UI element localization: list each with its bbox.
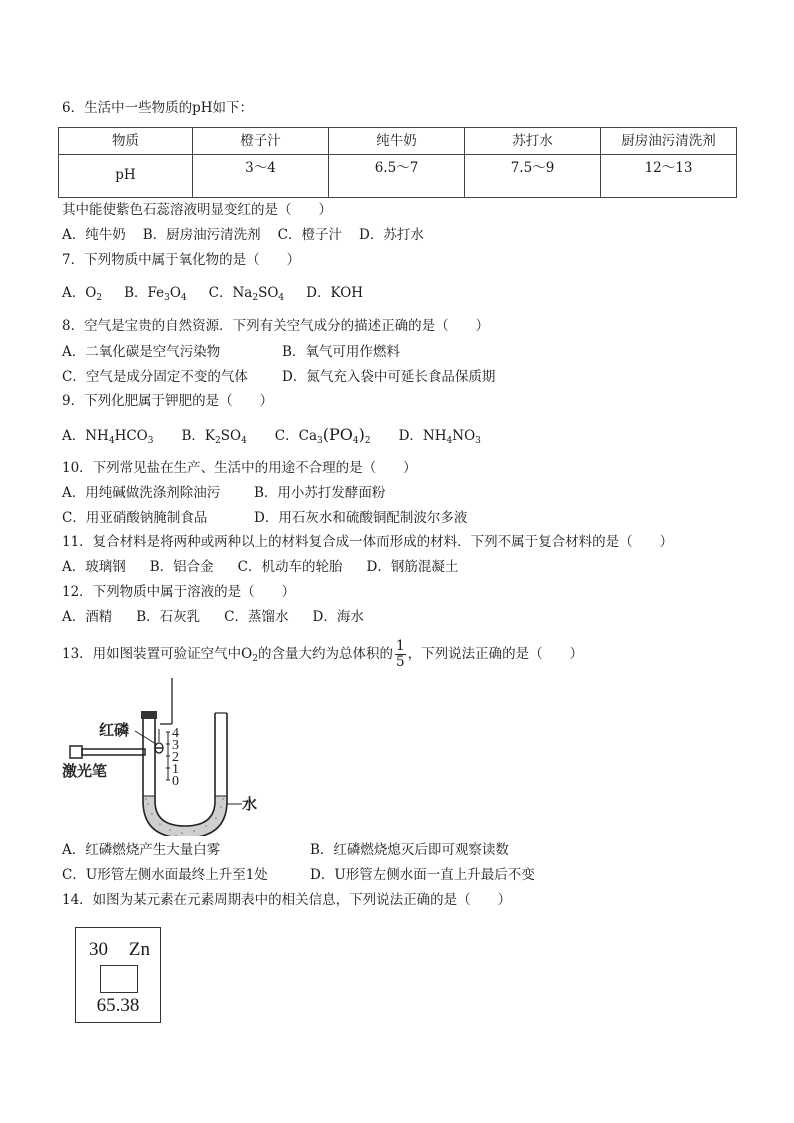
water-label: 水: [242, 795, 258, 813]
option-b: B．$K_2SO_4$: [181, 428, 247, 446]
option-b: B．$Fe_3O_4$: [124, 285, 187, 303]
option-d: D．苏打水: [359, 227, 424, 243]
option-d: D．KOH: [306, 285, 364, 301]
scale-label: 3: [172, 738, 179, 753]
ph-table: [58, 127, 737, 198]
q9-options: [62, 426, 481, 445]
option-a: A．用纯碱做洗涤剂除油污: [62, 485, 221, 501]
option-c: C．U形管左侧水面最终上升至1处: [62, 867, 268, 883]
q6-stem: 6．生活中一些物质的pH如下：: [62, 100, 254, 116]
fraction-one-fifth: $\frac{1}{5}$: [395, 638, 405, 670]
scale-label: 1: [172, 762, 179, 777]
ph-table-header: 橙子汁: [193, 128, 329, 155]
laser-pen-label: 激光笔: [62, 762, 108, 780]
atomic-mass: 65.38: [96, 995, 140, 1016]
q12-options: [62, 608, 364, 626]
option-d: D．用石灰水和硫酸铜配制波尔多液: [254, 510, 468, 526]
q8-options-row2: [62, 368, 495, 386]
scale-label: 2: [172, 750, 179, 765]
u-tube-apparatus-figure: [60, 676, 270, 836]
q6-question: 其中能使紫色石蕊溶液明显变红的是（ ）: [62, 202, 332, 218]
q7-stem: 7．下列物质中属于氧化物的是（ ）: [62, 252, 301, 268]
q12-stem: 12．下列物质中属于溶液的是（ ）: [62, 584, 296, 600]
option-d: D．$NH_4NO_3$: [398, 428, 481, 446]
option-c: C．空气是成分固定不变的气体: [62, 369, 248, 385]
ph-value: 7.5～9: [465, 155, 601, 198]
option-a: A．纯牛奶: [62, 227, 126, 243]
option-a: A．红磷燃烧产生大量白雾: [62, 842, 221, 858]
ph-value: 3～4: [193, 155, 329, 198]
red-phosphorus-label: 红磷: [99, 721, 130, 739]
option-a: A．玻璃钢: [62, 559, 126, 575]
ph-value: 12～13: [601, 155, 737, 198]
q7-options: [62, 284, 363, 302]
option-a: A．$NH_4HCO_3$: [62, 428, 154, 446]
option-a: A．酒精: [62, 609, 113, 625]
q11-stem: 11．复合材料是将两种或两种以上的材料复合成一体而形成的材料．下列不属于复合材料的是（ ）: [62, 534, 674, 550]
option-d: D．U形管左侧水面一直上升最后不变: [310, 867, 535, 883]
ph-table-header: 厨房油污清洗剂: [601, 128, 737, 155]
ph-table-header: 苏打水: [465, 128, 601, 155]
q14-stem: 14．如图为某元素在元素周期表中的相关信息，下列说法正确的是（ ）: [62, 892, 512, 908]
q11-options: [62, 558, 458, 576]
q8-options-row1: [62, 343, 400, 361]
element-name-blank: [100, 965, 138, 993]
q10-options-row1: [62, 484, 385, 502]
option-b: B．厨房油污清洗剂: [142, 227, 261, 243]
option-c: C．用亚硝酸钠腌制食品: [62, 510, 208, 526]
option-c: C．橙子汁: [277, 227, 343, 243]
scale-label: 4: [172, 726, 179, 741]
atomic-number: 30: [89, 939, 108, 960]
option-c: C．机动车的轮胎: [237, 559, 343, 575]
q13-options-row2: [62, 866, 535, 884]
option-b: B．用小苏打发酵面粉: [254, 485, 386, 501]
periodic-table-cell: [75, 927, 161, 1023]
element-symbol: Zn: [128, 939, 150, 960]
option-d: D．氮气充入袋中可延长食品保质期: [282, 369, 496, 385]
option-b: B．铝合金: [149, 559, 214, 575]
ph-row-label: pH: [59, 155, 193, 198]
option-d: D．钢筋混凝土: [366, 559, 459, 575]
option-a: A．二氧化碳是空气污染物: [62, 344, 221, 360]
scale-label: 0: [172, 774, 179, 789]
q13-options-row1: [62, 841, 509, 859]
q8-stem: 8．空气是宝贵的自然资源．下列有关空气成分的描述正确的是（ ）: [62, 318, 490, 334]
q9-stem: 9．下列化肥属于钾肥的是（ ）: [62, 393, 274, 409]
q10-stem: 10．下列常见盐在生产、生活中的用途不合理的是（ ）: [62, 460, 417, 476]
option-b: B．红磷燃烧熄灭后即可观察读数: [310, 842, 509, 858]
q10-options-row2: [62, 509, 467, 527]
ph-value: 6.5～7: [329, 155, 465, 198]
ph-table-header: 物质: [59, 128, 193, 155]
option-c: C．$Na_2SO_4$: [208, 285, 285, 303]
option-b: B．石灰乳: [136, 609, 201, 625]
option-b: B．氧气可用作燃料: [282, 344, 400, 360]
option-c: C．蒸馏水: [224, 609, 289, 625]
q6-options: [62, 226, 424, 244]
q13-stem: 13．用如图装置可验证空气中$O_2$的含量大约为总体积的 $\frac{1}{5}$ ，下列说法正确的是（ ）: [62, 638, 584, 670]
option-c: C．$Ca_3(PO_4)_2$: [274, 425, 371, 446]
ph-table-header: 纯牛奶: [329, 128, 465, 155]
option-a: A．$O_2$: [62, 285, 103, 303]
option-d: D．海水: [312, 609, 364, 625]
